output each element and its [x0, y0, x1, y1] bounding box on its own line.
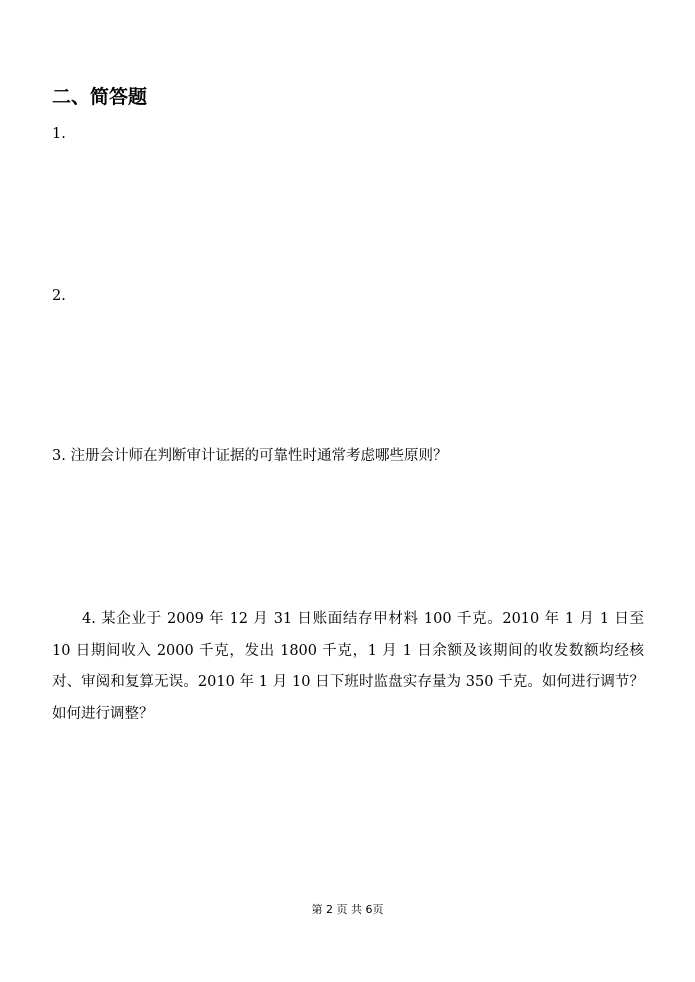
question-3: 3. 注册会计师在判断审计证据的可靠性时通常考虑哪些原则？: [52, 448, 448, 464]
question-2: 2.: [52, 288, 66, 304]
page-footer: 第 2 页 共 6页: [311, 903, 384, 916]
question-1: 1.: [52, 126, 66, 142]
question-4: 4. 某企业于 2009 年 12 月 31 日账面结存甲材料 100 千克。2010 年 1 月 1 日至 10 日期间收入 2000 千克，发出 1800 千克，1 月 1 日余额及该期间的收发数额均经核对、审阅和复算无误。2010 年 1 月 10 日下班时监盘实存量为 350 千克。如何进行调节？如何进行调整？: [52, 611, 644, 722]
section-title: 二、简答题: [52, 86, 148, 108]
